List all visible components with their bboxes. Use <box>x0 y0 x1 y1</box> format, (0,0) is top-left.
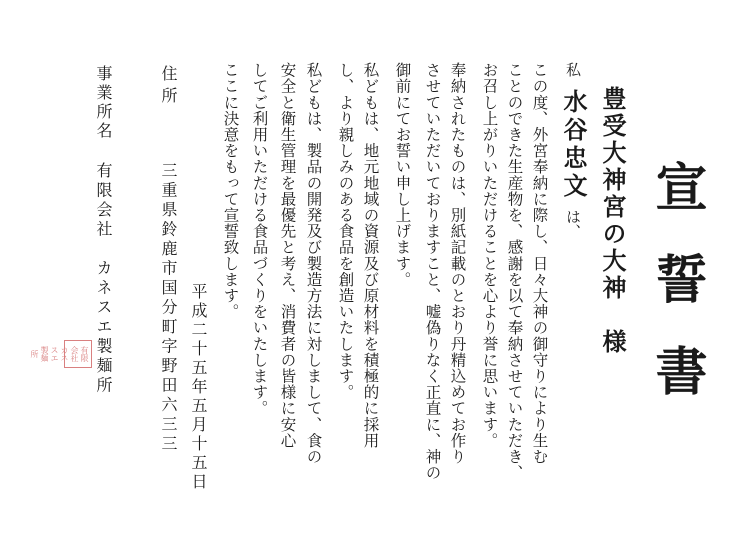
office-label: 事業所名 <box>94 65 113 141</box>
document-title: 宣誓書 <box>646 160 707 436</box>
speaker-prefix: 私 <box>564 62 582 77</box>
body-line: し、より親しみのある食品を創造いたします。 <box>336 62 355 401</box>
company-seal: 有限会社カネスエ製麺所 <box>64 340 92 368</box>
body-line: お召し上がりいただけることを心より誉に思います。 <box>480 62 499 449</box>
body-line: ここに決意をもって宣誓致します。 <box>221 62 240 320</box>
address-value: 三重県鈴鹿市国分町字野田六三三 <box>159 162 178 455</box>
body-line: 奉納されたものは、別紙記載のとおり丹精込めてお作り <box>448 62 467 465</box>
body-line: 私どもは、地元地域の資源及び原材料を積極的に採用 <box>361 62 380 449</box>
office-value: 有限会社 カネスエ製麺所 <box>94 162 113 396</box>
body-line: 安全と衛生管理を最優先と考え、消費者の皆様に安心 <box>278 62 297 449</box>
addressee: 豊受大神宮の大神 様 <box>598 86 627 356</box>
body-line: 御前にてお誓い申し上げます。 <box>393 62 412 288</box>
speaker-line <box>559 62 588 239</box>
body-line: この度、外宮奉納に際し、日々大神の御守りにより生む <box>530 62 549 465</box>
body-line: 私どもは、製品の開発及び製造方法に対しまして、食の <box>304 62 323 465</box>
address-label: 住所 <box>159 65 178 109</box>
speaker-suffix: は、 <box>564 209 582 239</box>
body-line: してご利用いただける食品づくりをいたします。 <box>250 62 269 417</box>
body-line: させていただいておりますこと、嘘偽りなく正直に、神の <box>423 62 442 481</box>
pledge-date: 平成二十五年五月十五日 <box>189 283 208 492</box>
speaker-name: 水谷忠文 <box>559 89 588 201</box>
body-line: ことのできた生産物を、感謝を以て奉納させていただき、 <box>505 62 524 481</box>
